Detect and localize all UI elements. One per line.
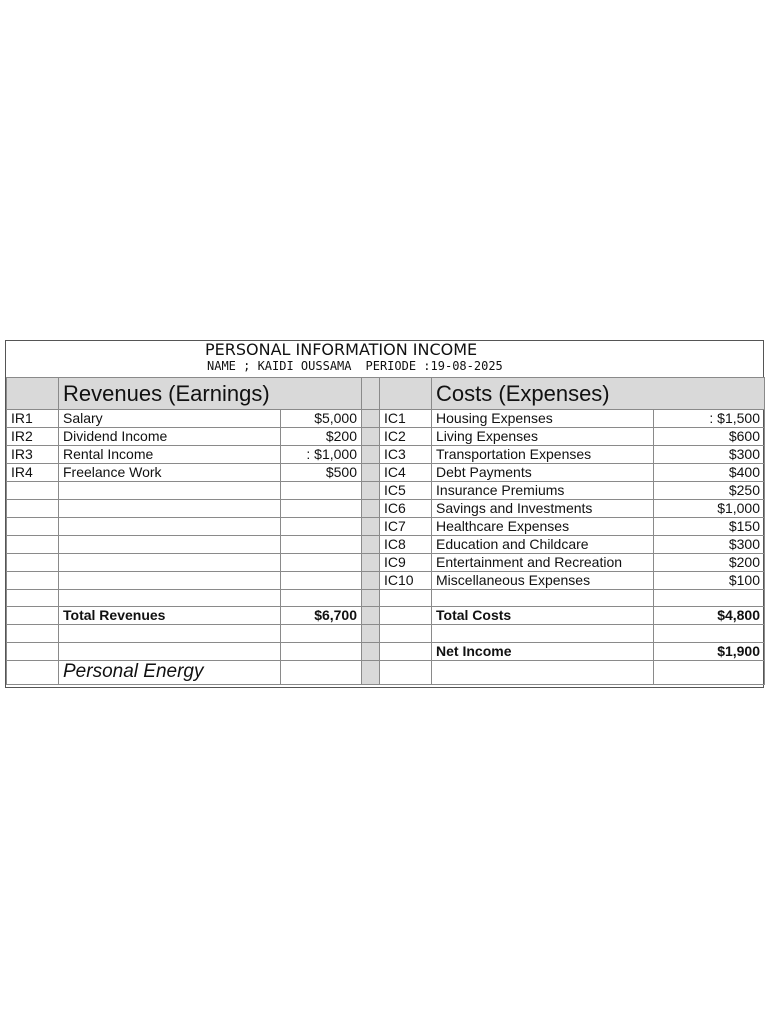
table-row xyxy=(7,554,765,572)
blank-cell xyxy=(281,590,362,607)
blank-cell xyxy=(281,642,362,660)
table-row xyxy=(7,518,765,536)
cost-code: IC10 xyxy=(380,572,432,590)
blank-cell xyxy=(281,625,362,642)
income-table-body xyxy=(7,378,765,685)
document-subtitle xyxy=(207,359,503,373)
column-separator xyxy=(362,482,380,500)
blank-cell xyxy=(380,660,432,684)
name-line: NAME ; KAIDI OUSSAMA xyxy=(207,359,352,373)
cost-amount: $300 xyxy=(654,446,765,464)
cost-amount: $400 xyxy=(654,464,765,482)
revenue-label xyxy=(59,554,281,572)
column-separator xyxy=(362,625,380,642)
blank-cell xyxy=(7,625,59,642)
revenue-label xyxy=(59,500,281,518)
heading-blank-cell xyxy=(380,378,432,410)
blank-cell xyxy=(432,660,654,684)
revenue-amount: : $1,000 xyxy=(281,446,362,464)
cost-code: IC4 xyxy=(380,464,432,482)
blank-cell xyxy=(281,660,362,684)
costs-heading: Costs (Expenses) xyxy=(432,378,765,410)
revenue-amount xyxy=(281,554,362,572)
revenue-code: IR4 xyxy=(7,464,59,482)
revenue-code xyxy=(7,518,59,536)
cost-amount: $200 xyxy=(654,554,765,572)
revenue-code xyxy=(7,554,59,572)
table-heading-row xyxy=(7,378,765,410)
cost-code: IC1 xyxy=(380,410,432,428)
revenue-label xyxy=(59,482,281,500)
revenue-amount: $500 xyxy=(281,464,362,482)
table-row xyxy=(7,464,765,482)
cost-label: Debt Payments xyxy=(432,464,654,482)
cost-code: IC9 xyxy=(380,554,432,572)
income-table xyxy=(6,377,765,685)
column-separator xyxy=(362,607,380,625)
cost-label: Housing Expenses xyxy=(432,410,654,428)
column-separator xyxy=(362,572,380,590)
table-row xyxy=(7,428,765,446)
column-separator xyxy=(362,518,380,536)
column-separator xyxy=(362,590,380,607)
table-row xyxy=(7,572,765,590)
total-costs-value: $4,800 xyxy=(654,607,765,625)
table-row xyxy=(7,536,765,554)
blank-cell xyxy=(654,660,765,684)
revenue-label: Freelance Work xyxy=(59,464,281,482)
cost-amount: : $1,500 xyxy=(654,410,765,428)
blank-cell xyxy=(59,625,281,642)
cost-label: Healthcare Expenses xyxy=(432,518,654,536)
blank-cell xyxy=(432,590,654,607)
sheet-header xyxy=(6,341,763,378)
table-row xyxy=(7,590,765,607)
blank-cell xyxy=(7,590,59,607)
table-row xyxy=(7,500,765,518)
cost-code: IC2 xyxy=(380,428,432,446)
cost-label: Living Expenses xyxy=(432,428,654,446)
blank-cell xyxy=(380,642,432,660)
revenue-label: Salary xyxy=(59,410,281,428)
column-separator xyxy=(362,642,380,660)
cost-label: Transportation Expenses xyxy=(432,446,654,464)
revenue-amount xyxy=(281,500,362,518)
column-separator xyxy=(362,446,380,464)
blank-cell xyxy=(654,590,765,607)
column-separator xyxy=(362,554,380,572)
revenue-code: IR3 xyxy=(7,446,59,464)
net-income-value: $1,900 xyxy=(654,642,765,660)
document-title: PERSONAL INFORMATION INCOME xyxy=(205,340,478,359)
table-row xyxy=(7,410,765,428)
cost-code: IC8 xyxy=(380,536,432,554)
revenue-label xyxy=(59,536,281,554)
table-row xyxy=(7,482,765,500)
revenue-label: Dividend Income xyxy=(59,428,281,446)
column-separator xyxy=(362,536,380,554)
revenue-amount: $200 xyxy=(281,428,362,446)
revenue-amount xyxy=(281,482,362,500)
blank-cell xyxy=(7,607,59,625)
totals-row xyxy=(7,607,765,625)
total-revenues-label: Total Revenues xyxy=(59,607,281,625)
column-separator xyxy=(362,500,380,518)
revenues-heading: Revenues (Earnings) xyxy=(59,378,362,410)
revenue-amount xyxy=(281,518,362,536)
cost-label: Savings and Investments xyxy=(432,500,654,518)
total-costs-label: Total Costs xyxy=(432,607,654,625)
cost-amount: $100 xyxy=(654,572,765,590)
net-income-label: Net Income xyxy=(432,642,654,660)
column-separator xyxy=(362,464,380,482)
blank-cell xyxy=(59,590,281,607)
revenue-code xyxy=(7,572,59,590)
revenue-label: Rental Income xyxy=(59,446,281,464)
total-revenues-value: $6,700 xyxy=(281,607,362,625)
cost-label: Entertainment and Recreation xyxy=(432,554,654,572)
cost-code: IC7 xyxy=(380,518,432,536)
blank-cell xyxy=(380,590,432,607)
revenue-amount: $5,000 xyxy=(281,410,362,428)
cost-code: IC3 xyxy=(380,446,432,464)
net-income-row xyxy=(7,642,765,660)
column-separator xyxy=(362,410,380,428)
blank-cell xyxy=(654,625,765,642)
footer-row xyxy=(7,660,765,684)
cost-code: IC6 xyxy=(380,500,432,518)
period-line: PERIODE :19-08-2025 xyxy=(365,359,503,373)
cost-amount: $250 xyxy=(654,482,765,500)
cost-amount: $600 xyxy=(654,428,765,446)
cost-code: IC5 xyxy=(380,482,432,500)
table-row xyxy=(7,625,765,642)
revenue-amount xyxy=(281,536,362,554)
table-row xyxy=(7,446,765,464)
cost-amount: $1,000 xyxy=(654,500,765,518)
blank-cell xyxy=(432,625,654,642)
blank-cell xyxy=(7,642,59,660)
income-sheet xyxy=(5,340,764,688)
cost-label: Miscellaneous Expenses xyxy=(432,572,654,590)
heading-blank-cell xyxy=(7,378,59,410)
revenue-code xyxy=(7,536,59,554)
blank-cell xyxy=(59,642,281,660)
cost-label: Insurance Premiums xyxy=(432,482,654,500)
revenue-code xyxy=(7,482,59,500)
blank-cell xyxy=(7,660,59,684)
revenue-code: IR1 xyxy=(7,410,59,428)
revenue-code xyxy=(7,500,59,518)
revenue-label xyxy=(59,518,281,536)
revenue-amount xyxy=(281,572,362,590)
revenue-label xyxy=(59,572,281,590)
cost-amount: $300 xyxy=(654,536,765,554)
blank-cell xyxy=(380,607,432,625)
revenue-code: IR2 xyxy=(7,428,59,446)
personal-energy-note: Personal Energy xyxy=(59,660,281,684)
column-separator xyxy=(362,428,380,446)
cost-label: Education and Childcare xyxy=(432,536,654,554)
blank-cell xyxy=(380,625,432,642)
column-separator xyxy=(362,660,380,684)
column-separator xyxy=(362,378,380,410)
cost-amount: $150 xyxy=(654,518,765,536)
